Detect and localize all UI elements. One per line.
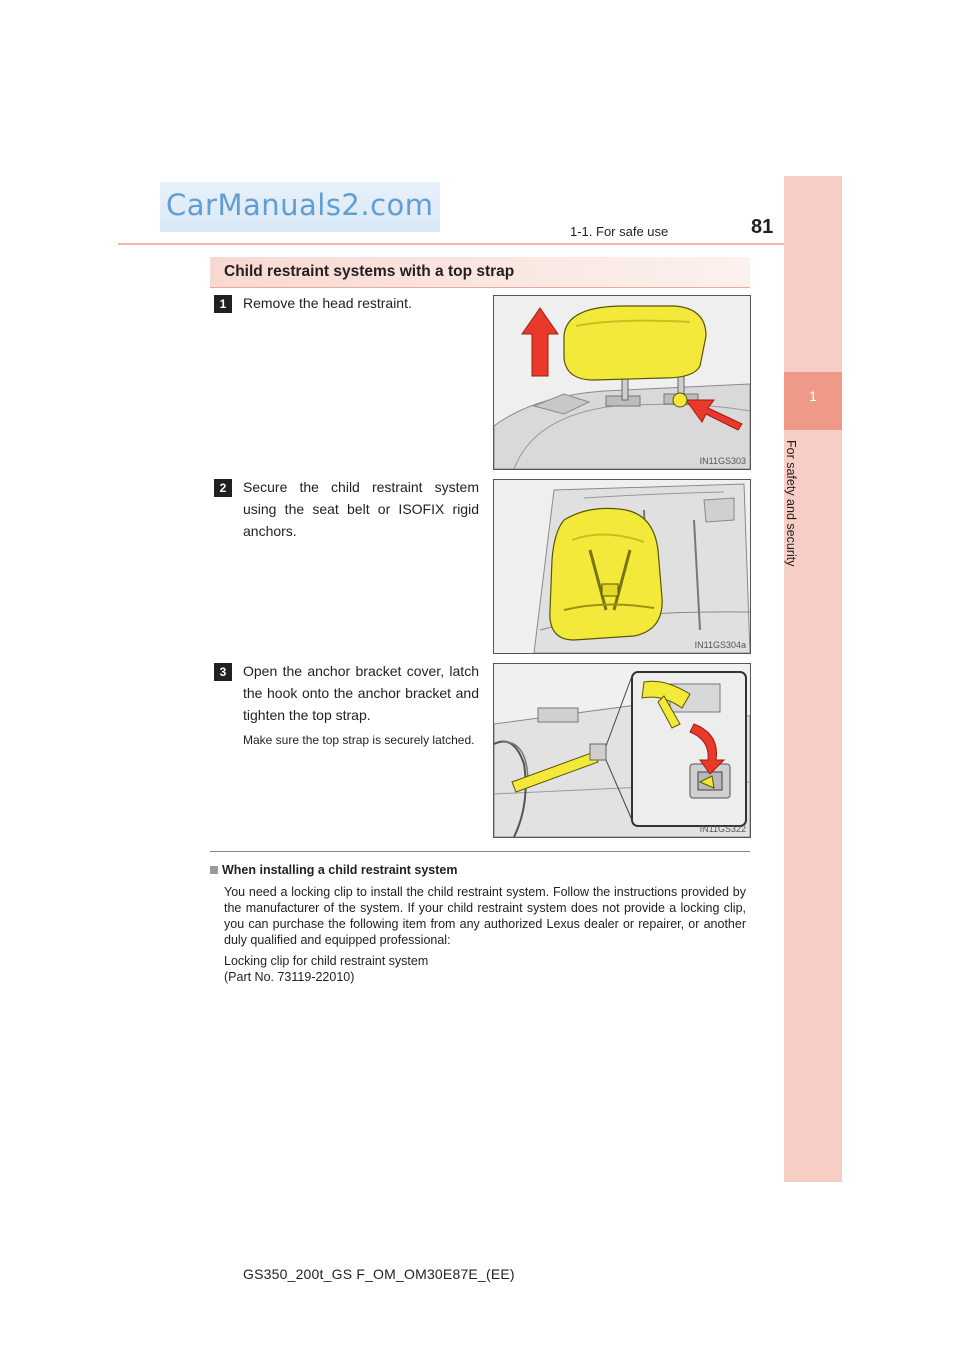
page-number: 81 <box>751 216 774 238</box>
note-title <box>210 863 457 877</box>
footer-code: GS350_200t_GS F_OM_OM30E87E_(EE) <box>243 1266 515 1282</box>
note-item-line-2: (Part No. 73119-22010) <box>224 970 355 984</box>
figure-code: IN11GS322 <box>699 824 746 834</box>
side-chapter-tab <box>784 176 842 1182</box>
watermark-text: CarManuals2.com <box>166 188 434 222</box>
watermark-banner <box>160 182 440 232</box>
step-3-text: Open the anchor bracket cover, latch the hook onto the anchor bracket and tighten the top strap. <box>243 663 479 723</box>
step-3-note: Make sure the top strap is securely latched. <box>243 733 475 747</box>
step-2-text: Secure the child restraint system using the seat belt or ISOFIX rigid anchors. <box>243 479 479 539</box>
chapter-title-vertical <box>770 440 810 590</box>
chapter-title: For safety and security <box>784 440 798 567</box>
step-2-badge: 2 <box>214 479 232 497</box>
note-title-text: When installing a child restraint system <box>222 863 458 877</box>
header-rule <box>118 243 842 245</box>
note-item-line-1: Locking clip for child restraint system <box>224 954 429 968</box>
step-3-badge: 3 <box>214 663 232 681</box>
chapter-number: 1 <box>809 388 817 404</box>
step-1-badge: 1 <box>214 295 232 313</box>
section-divider <box>210 851 750 852</box>
section-label: 1-1. For safe use <box>570 224 669 239</box>
square-bullet-icon <box>210 866 218 874</box>
figure-child-seat <box>493 479 751 654</box>
step-1-text: Remove the head restraint. <box>243 295 412 311</box>
figure-head-restraint <box>493 295 751 470</box>
figure-code: IN11GS304a <box>694 640 746 650</box>
figure-code: IN11GS303 <box>699 456 746 466</box>
section-heading <box>210 257 750 288</box>
figure-anchor-bracket <box>493 663 751 838</box>
section-heading-text: Child restraint systems with a top strap <box>224 263 515 280</box>
note-body: You need a locking clip to install the child restraint system. Follow the instructions provided by the manufacturer of the system. If your child restraint system does not provide a locking clip, you can purchase the following item from any authorized Lexus dealer or repairer, or another duly qualified and equipped professional: <box>224 885 746 947</box>
